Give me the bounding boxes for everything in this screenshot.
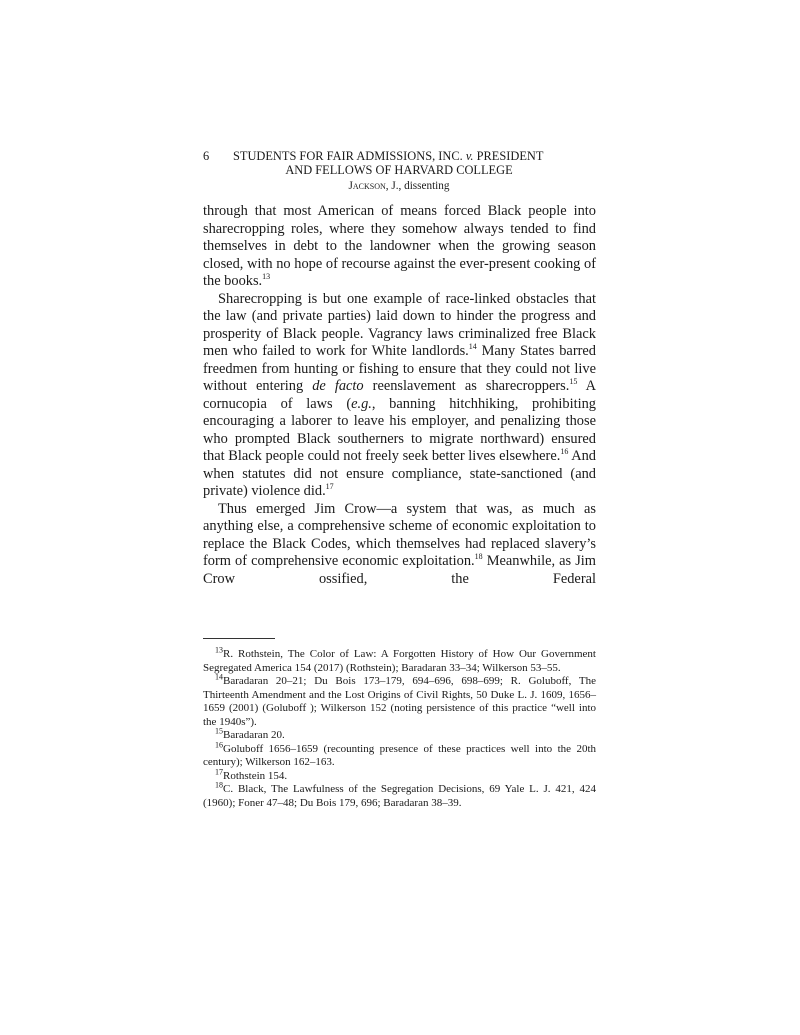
footnote	[203, 726, 596, 743]
italic-text: e.g.	[351, 395, 372, 412]
text-run: Many States barred freedmen from hunting or fishing to ensure that they could not live without entering	[203, 343, 596, 394]
text-run: Thus emerged Jim Crow—a system that was, as much as anything else, a comprehensive scheme of economic exploitation to replace the Black Codes, which themselves had replaced slavery’s form of comprehensive economic exploitation.	[203, 500, 596, 569]
footnote-number: 18	[215, 780, 223, 790]
opinion-author	[203, 180, 595, 192]
footnote-text: R. Rothstein, The Color of Law: A Forgotten History of How Our Government Segregated America 154 (2017) (Rothstein); Baradaran 33–34; Wilkerson 53–55.	[203, 648, 596, 674]
text-run: And when statutes did not ensure compliance, state-sanctioned (and private) violence did.	[203, 448, 596, 499]
case-caption-line-2: AND FELLOWS OF HARVARD COLLEGE	[285, 163, 513, 177]
footnote-ref[interactable]: 15	[569, 377, 578, 387]
case-caption-line-1	[233, 149, 543, 164]
paragraph-2	[203, 291, 596, 501]
paragraph-3	[203, 501, 596, 589]
footnote-number: 16	[215, 739, 223, 749]
text-run: through that most American of means forced Black people into sharecropping roles, where they somehow always tended to find themselves in debt to the landowner when the growing season closed, with no hope of recourse against the ever-present cooking of the books.	[203, 203, 596, 289]
footnote-ref[interactable]: 13	[262, 272, 271, 282]
footnote-text: C. Black, The Lawfulness of the Segregation Decisions, 69 Yale L. J. 421, 424 (1960); Foner 47–48; Du Bois 179, 696; Baradaran 38–39.	[203, 783, 596, 809]
footnotes	[203, 645, 596, 810]
footnote	[203, 766, 596, 784]
footnote	[203, 739, 596, 770]
footnote	[203, 780, 596, 810]
versus: v.	[465, 149, 474, 163]
text-run: Sharecropping is but one example of race-linked obstacles that the law (and private parties) laid down to hinder the progress and prosperity of Black people. Vagrancy laws criminalized free Black men who failed to work for White landlords.	[203, 290, 596, 359]
justice-suffix: , J., dissenting	[385, 180, 450, 192]
footnote	[203, 672, 596, 729]
paragraph-1	[203, 203, 596, 291]
case-party-2: PRESIDENT	[476, 149, 544, 163]
footnote-text: Goluboff 1656–1659 (recounting presence of these practices well into the 20th century); Wilkerson 162–163.	[203, 742, 596, 768]
footnote-text: Baradaran 20.	[223, 729, 285, 741]
text-run: reenslavement as sharecroppers.	[363, 378, 570, 394]
footnote-ref[interactable]: 16	[560, 447, 569, 457]
opinion-body	[203, 203, 596, 588]
footnote	[203, 645, 596, 675]
footnote-ref[interactable]: 17	[325, 482, 334, 492]
footnote-ref[interactable]: 18	[474, 552, 483, 562]
page-number: 6	[203, 149, 210, 163]
footnote-text: Rothstein 154.	[223, 769, 288, 782]
justice-name: Jackson	[348, 180, 386, 192]
footnote-ref[interactable]: 14	[468, 342, 477, 352]
italic-text: de facto	[312, 378, 364, 394]
footnote-text: Baradaran 20–21; Du Bois 173–179, 694–696, 698–699; R. Goluboff, The Thirteenth Amendment and the Lost Origins of Civil Rights, 50 Duke L. J. 1609, 1656–1659 (2001) (Goluboff ); Wilkerson 152 (noting persistence of this practice “well into the 1940s”).	[203, 675, 596, 728]
text-run: A cornucopia of laws (	[203, 378, 596, 412]
footnote-number: 14	[215, 672, 223, 682]
footnote-divider	[203, 638, 275, 639]
text-run: , banning hitchhiking, prohibiting encouraging a laborer to leave his employer, and penalizing those who prompted Black southerners to migrate northward) ensured that Black people could not freely seek better lives elsewhere.	[203, 395, 596, 464]
text-run: Meanwhile, as Jim Crow ossified, the Federal	[203, 553, 596, 587]
footnote-number: 17	[215, 766, 223, 776]
footnote-number: 13	[215, 645, 223, 655]
case-party-1: STUDENTS FOR FAIR ADMISSIONS, INC.	[233, 149, 463, 163]
footnote-number: 15	[215, 726, 223, 736]
